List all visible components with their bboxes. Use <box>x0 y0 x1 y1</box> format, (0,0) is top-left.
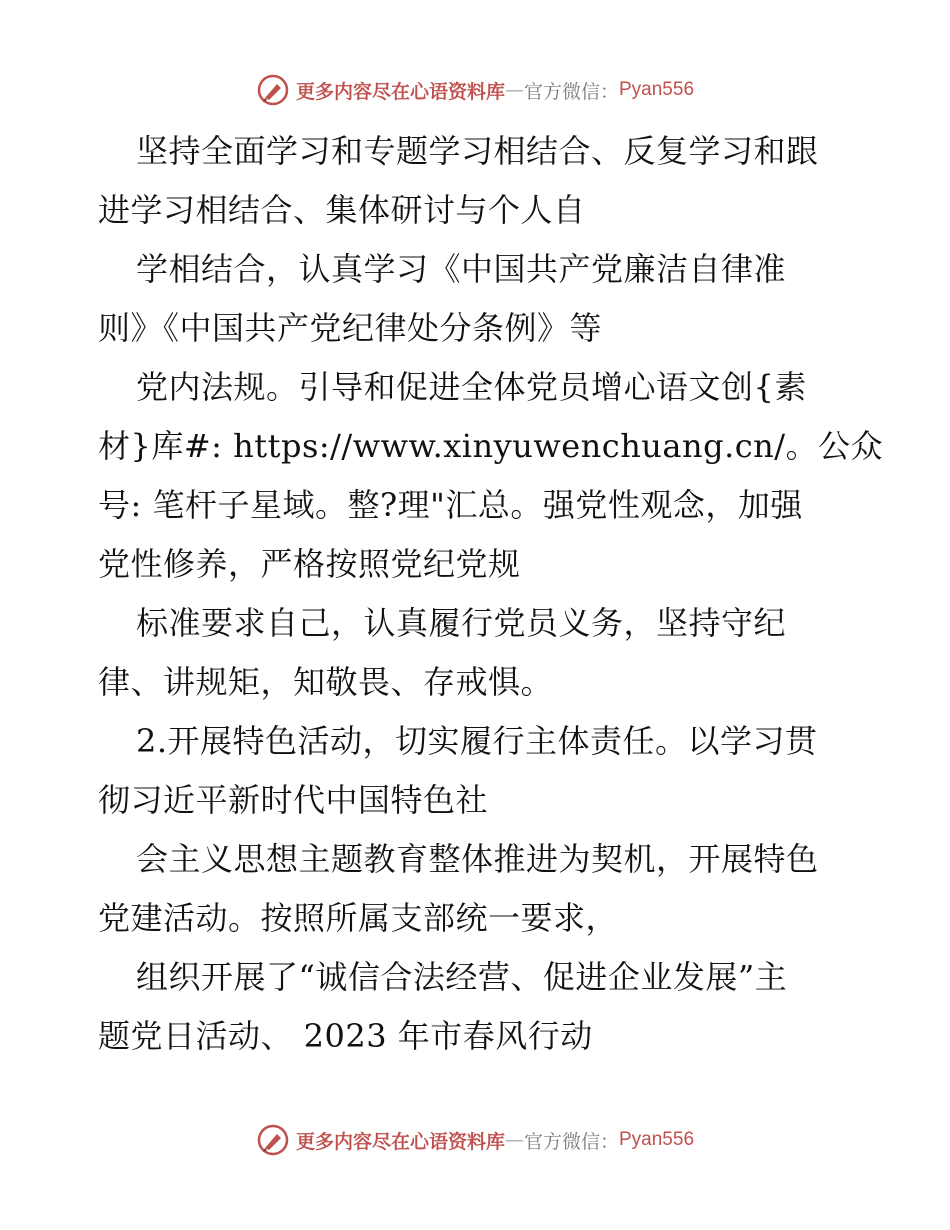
text-line: 号: 笔杆子星域。整?理"汇总。强党性观念，加强 <box>98 486 803 524</box>
footer-banner <box>0 1120 950 1160</box>
text-line: 题党日活动、 2023 年市春风行动 <box>98 1017 593 1055</box>
pen-logo-icon <box>256 1123 290 1157</box>
banner-wechat-id: Pyan556 <box>619 79 695 100</box>
banner-wechat-label: 官方微信： <box>523 1130 619 1153</box>
text-line: 彻习近平新时代中国特色社 <box>98 781 489 819</box>
text-line: 组织开展了“诚信合法经营、促进企业发展”主 <box>136 958 788 996</box>
text-line: 学相结合，认真学习《中国共产党廉洁自律准 <box>136 250 787 288</box>
text-line: 材}库#: https://www.xinyuwenchuang.cn/。公众 <box>98 427 884 465</box>
text-line: 进学习相结合、集体研讨与个人自 <box>98 191 586 229</box>
text-line: 2.开展特色活动，切实履行主体责任。以学习贯 <box>136 722 818 760</box>
banner-site-text: 更多内容尽在心语资料库 <box>295 1130 505 1153</box>
text-line: 党内法规。引导和促进全体党员增心语文创{素 <box>136 368 807 406</box>
text-line: 党建活动。按照所属支部统一要求， <box>98 899 619 937</box>
text-line: 党性修养，严格按照党纪党规 <box>98 545 521 583</box>
banner-site-text: 更多内容尽在心语资料库 <box>295 80 505 103</box>
document-body <box>98 122 884 1066</box>
text-line: 则》《中国共产党纪律处分条例》等 <box>98 309 603 347</box>
text-line: 标准要求自己，认真履行党员义务，坚持守纪 <box>136 604 787 642</box>
banner-wechat-id: Pyan556 <box>619 1129 695 1150</box>
pen-logo-icon <box>256 73 290 107</box>
header-banner <box>0 70 950 110</box>
banner-dash: — <box>504 1129 524 1151</box>
text-line: 律、讲规矩，知敬畏、存戒惧。 <box>98 663 554 701</box>
banner-dash: — <box>504 79 524 101</box>
text-line: 会主义思想主题教育整体推进为契机，开展特色 <box>136 840 819 878</box>
text-line: 坚持全面学习和专题学习相结合、反复学习和跟 <box>136 132 819 170</box>
banner-wechat-label: 官方微信： <box>523 80 619 103</box>
